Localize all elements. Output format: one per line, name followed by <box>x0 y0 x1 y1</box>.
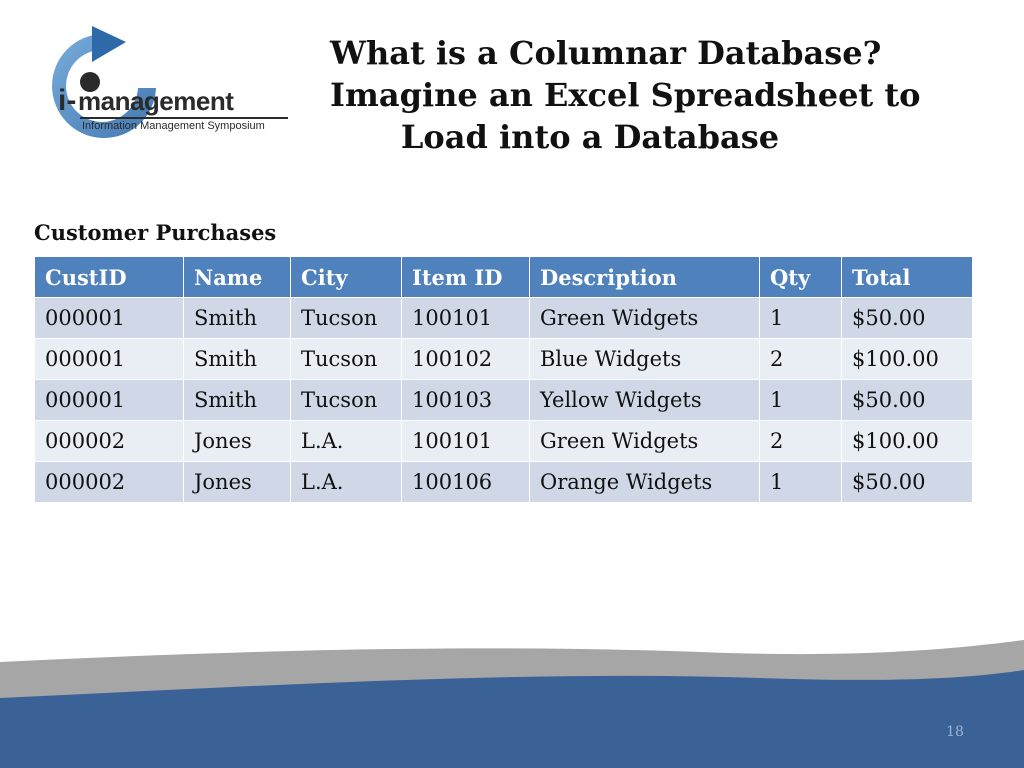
cell-qty: 2 <box>760 339 842 380</box>
table-caption: Customer Purchases <box>34 220 277 245</box>
column-header-description: Description <box>530 257 760 298</box>
cell-item-id: 100101 <box>402 421 530 462</box>
slide-title <box>330 32 921 158</box>
cell-total: $50.00 <box>842 380 973 421</box>
slide-number: 18 <box>946 724 964 740</box>
table-row <box>35 380 973 421</box>
table-header-row <box>35 257 973 298</box>
cell-name: Smith <box>184 298 291 339</box>
column-header-item-id: Item ID <box>402 257 530 298</box>
cell-item-id: 100102 <box>402 339 530 380</box>
cell-description: Green Widgets <box>530 421 760 462</box>
cell-name: Smith <box>184 380 291 421</box>
cell-custid: 000001 <box>35 380 184 421</box>
cell-description: Orange Widgets <box>530 462 760 503</box>
logo-initial: i- <box>58 84 77 117</box>
cell-description: Yellow Widgets <box>530 380 760 421</box>
cell-total: $100.00 <box>842 421 973 462</box>
cell-item-id: 100101 <box>402 298 530 339</box>
cell-city: L.A. <box>291 462 402 503</box>
table-row <box>35 421 973 462</box>
table-row <box>35 462 973 503</box>
cell-city: L.A. <box>291 421 402 462</box>
logo-wordmark: management <box>78 86 234 116</box>
column-header-custid: CustID <box>35 257 184 298</box>
cell-name: Jones <box>184 421 291 462</box>
cell-city: Tucson <box>291 339 402 380</box>
column-header-city: City <box>291 257 402 298</box>
cell-qty: 1 <box>760 380 842 421</box>
cell-qty: 1 <box>760 298 842 339</box>
title-line-3: Load into a Database <box>400 118 780 156</box>
customer-purchases-table <box>34 256 973 503</box>
cell-total: $50.00 <box>842 462 973 503</box>
cell-custid: 000002 <box>35 462 184 503</box>
cell-item-id: 100106 <box>402 462 530 503</box>
cell-name: Jones <box>184 462 291 503</box>
cell-total: $50.00 <box>842 298 973 339</box>
cell-description: Green Widgets <box>530 298 760 339</box>
column-header-qty: Qty <box>760 257 842 298</box>
logo-tagline: Information Management Symposium <box>82 120 265 132</box>
footer-wave <box>0 640 1024 768</box>
cell-total: $100.00 <box>842 339 973 380</box>
i-management-logo <box>34 26 294 142</box>
cell-name: Smith <box>184 339 291 380</box>
cell-city: Tucson <box>291 298 402 339</box>
column-header-name: Name <box>184 257 291 298</box>
cell-custid: 000002 <box>35 421 184 462</box>
cell-custid: 000001 <box>35 339 184 380</box>
cell-qty: 2 <box>760 421 842 462</box>
table-row <box>35 339 973 380</box>
column-header-total: Total <box>842 257 973 298</box>
table-row <box>35 298 973 339</box>
title-line-1: What is a Columnar Database? <box>330 34 882 72</box>
title-line-2: Imagine an Excel Spreadsheet to <box>330 76 921 114</box>
cell-custid: 000001 <box>35 298 184 339</box>
cell-qty: 1 <box>760 462 842 503</box>
cell-item-id: 100103 <box>402 380 530 421</box>
cell-description: Blue Widgets <box>530 339 760 380</box>
cell-city: Tucson <box>291 380 402 421</box>
logo-divider <box>80 117 288 119</box>
